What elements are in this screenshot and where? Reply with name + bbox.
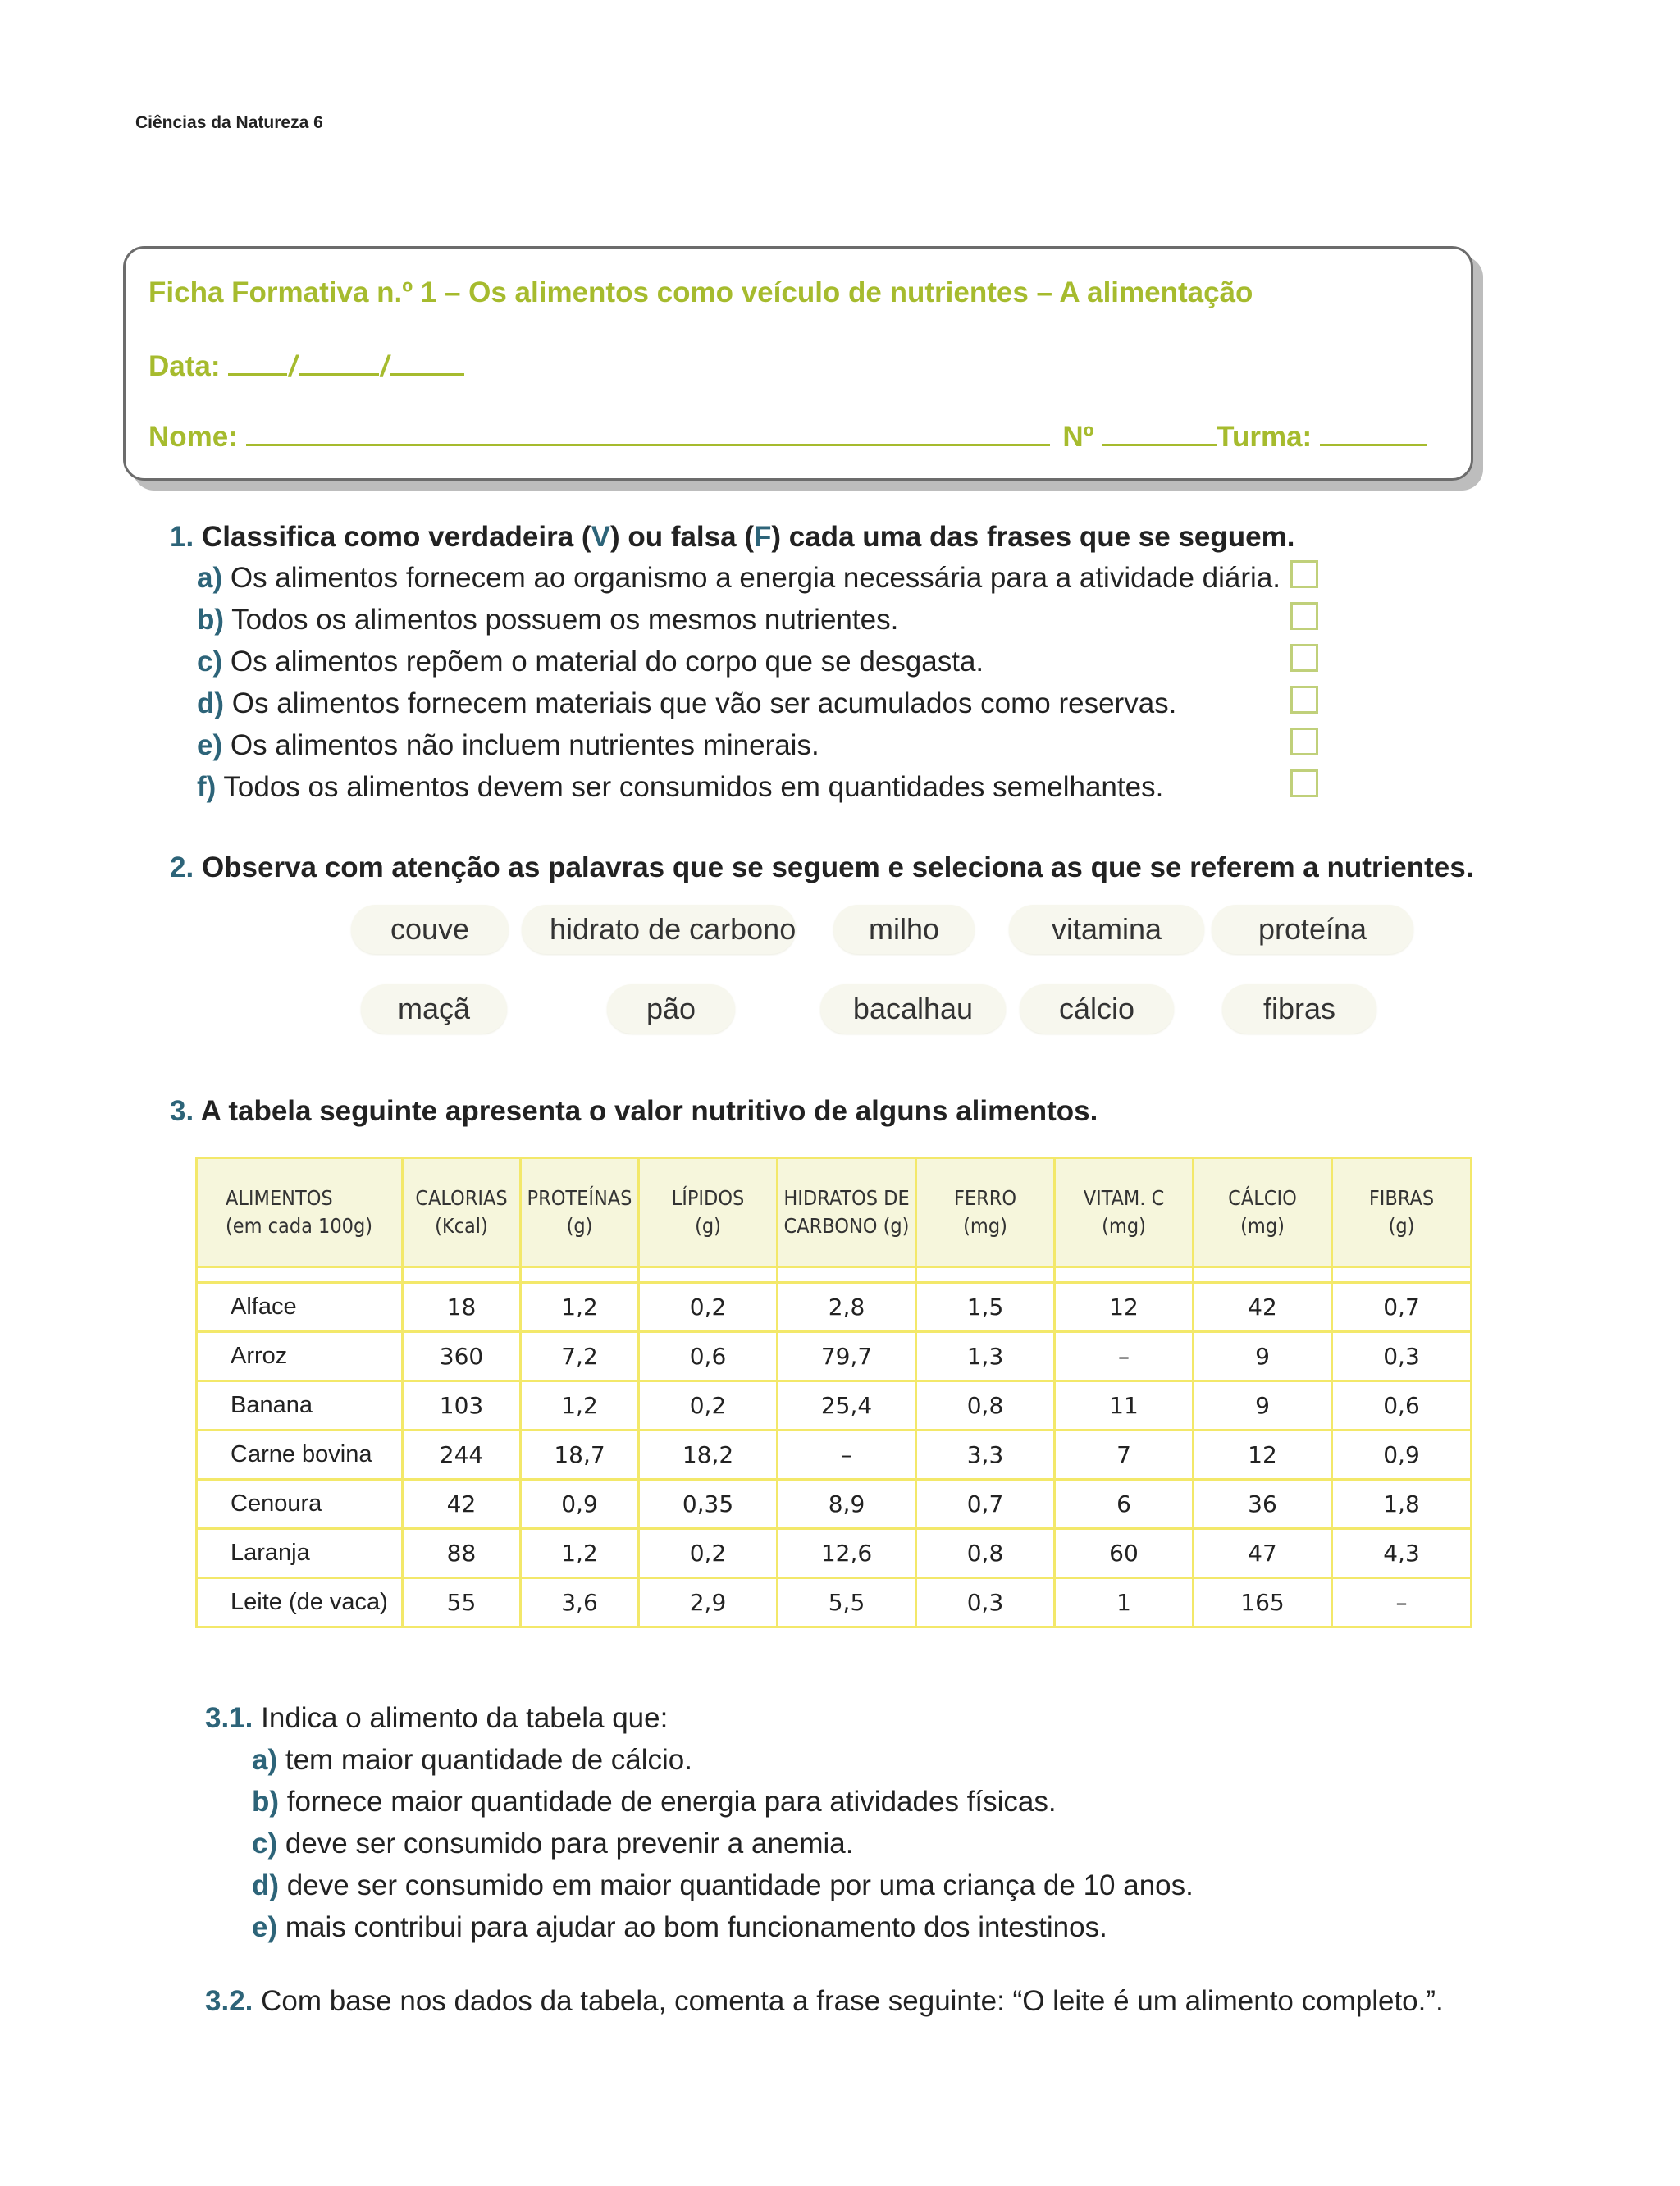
worksheet-title: Ficha Formativa n.º 1 – Os alimentos como veículo de nutrientes – A alimentação [148,276,1253,308]
q31-item-text: mais contribui para ajudar ao bom funcionamento dos intestinos. [285,1911,1107,1943]
col-header-line2: (g) [1388,1214,1415,1238]
value-cell: 36 [1194,1480,1332,1529]
q1-title [170,521,1294,554]
table-col-header [403,1158,521,1267]
table-col-header [1055,1158,1194,1267]
value-cell: 1,2 [521,1381,639,1431]
table-row [197,1381,1472,1431]
value-cell: 47 [1194,1529,1332,1578]
col-header-line2: CARBONO (g) [783,1214,910,1238]
q1-checkbox-d[interactable] [1290,686,1318,714]
table-header-row [197,1158,1472,1267]
q1-checkbox-c[interactable] [1290,644,1318,672]
table-col-header [778,1158,916,1267]
q31-item-text: deve ser consumido em maior quantidade por uma criança de 10 anos. [286,1869,1194,1901]
value-cell: 25,4 [778,1381,916,1431]
table-col-header [197,1158,403,1267]
food-name-cell: Cenoura [197,1480,403,1529]
q1-checkbox-b[interactable] [1290,602,1318,630]
q32 [205,1985,1444,2018]
q1-item-c [197,646,984,678]
food-name-cell: Alface [197,1283,403,1332]
q31-text: Indica o alimento da tabela que: [261,1702,669,1734]
value-cell: 0,8 [916,1529,1055,1578]
value-cell: 0,8 [916,1381,1055,1431]
col-header-line2: (Kcal) [435,1214,488,1238]
col-header-line1: CALORIAS [415,1186,508,1210]
value-cell: 4,3 [1332,1529,1472,1578]
value-cell: 0,7 [1332,1283,1472,1332]
q2-number: 2. [170,851,194,883]
q31-item-e [252,1911,1107,1944]
value-cell: 1,2 [521,1283,639,1332]
table-col-header [521,1158,639,1267]
q31-item-c [252,1828,853,1860]
value-cell: 0,6 [639,1332,778,1381]
value-cell: – [1332,1578,1472,1627]
value-cell: 79,7 [778,1332,916,1381]
q3-text: A tabela seguinte apresenta o valor nutritivo de alguns alimentos. [200,1095,1098,1127]
table-body [197,1267,1472,1627]
table-row [197,1529,1472,1578]
q31-item-letter: c) [252,1828,278,1860]
value-cell: 103 [403,1381,521,1431]
date-label: Data: [148,350,221,382]
value-cell: 18,2 [639,1431,778,1480]
col-header-line2: (em cada 100g) [226,1214,373,1238]
table-row [197,1283,1472,1332]
date-row [148,347,464,383]
q1-checkbox-f[interactable] [1290,769,1318,797]
q31-item-b [252,1786,1057,1819]
value-cell: 12 [1055,1283,1194,1332]
value-cell: 8,9 [778,1480,916,1529]
value-cell: 3,3 [916,1431,1055,1480]
word-chip[interactable]: fibras [1222,984,1376,1034]
q1-text-b: ) ou falsa ( [609,521,754,553]
word-chip[interactable]: pão [607,984,735,1034]
q1-item-e [197,729,819,762]
value-cell: 9 [1194,1332,1332,1381]
col-header-line1: CÁLCIO [1228,1186,1297,1210]
q31-item-a [252,1744,692,1777]
q1-item-text: Os alimentos repõem o material do corpo que se desgasta. [230,646,984,678]
q2-title [170,851,1473,884]
col-header-line1: PROTEÍNAS [527,1186,632,1210]
q1-item-letter: e) [197,729,223,761]
q1-text-c: ) cada uma das frases que se seguem. [771,521,1295,553]
worksheet-title-box [123,246,1473,481]
food-name-cell: Leite (de vaca) [197,1578,403,1627]
table-row [197,1431,1472,1480]
value-cell: 88 [403,1529,521,1578]
value-cell: 12,6 [778,1529,916,1578]
col-header-line1: VITAM. C [1083,1186,1165,1210]
value-cell: 2,9 [639,1578,778,1627]
q1-item-a [197,562,1281,595]
word-chip[interactable]: maçã [361,984,507,1034]
value-cell: 7 [1055,1431,1194,1480]
table-spacer-row [197,1267,1472,1283]
nutrition-table [195,1157,1472,1628]
class-field[interactable] [1320,418,1427,446]
col-header-line1: HIDRATOS DE [783,1186,910,1210]
q1-item-text: Os alimentos não incluem nutrientes minerais. [230,729,819,761]
value-cell: 18,7 [521,1431,639,1480]
q2-text: Observa com atenção as palavras que se seguem e seleciona as que se referem a nutrientes. [201,851,1474,883]
col-header-line2: (g) [566,1214,593,1238]
col-header-line2: (mg) [1240,1214,1285,1238]
table-col-header [916,1158,1055,1267]
q1-f: F [753,521,772,553]
q1-item-f [197,771,1163,804]
q1-item-text: Os alimentos fornecem materiais que vão ser acumulados como reservas. [231,687,1177,719]
value-cell: 244 [403,1431,521,1480]
book-header: Ciências da Natureza 6 [135,113,323,132]
q31-title [205,1702,668,1735]
value-cell: 42 [1194,1283,1332,1332]
q1-item-text: Os alimentos fornecem ao organismo a energia necessária para a atividade diária. [230,562,1281,594]
value-cell: 1 [1055,1578,1194,1627]
food-name-cell: Laranja [197,1529,403,1578]
value-cell: 42 [403,1480,521,1529]
value-cell: 0,2 [639,1381,778,1431]
value-cell: 0,9 [1332,1431,1472,1480]
col-header-line1: LÍPIDOS [671,1186,745,1210]
value-cell: 5,5 [778,1578,916,1627]
word-chip[interactable]: hidrato de carbono [522,905,796,954]
q1-item-letter: a) [197,562,223,594]
q31-item-letter: e) [252,1911,278,1943]
value-cell: 0,6 [1332,1381,1472,1431]
value-cell: 60 [1055,1529,1194,1578]
col-header-line2: (mg) [1102,1214,1146,1238]
value-cell: 165 [1194,1578,1332,1627]
word-chip[interactable]: proteína [1212,905,1413,954]
value-cell: 1,3 [916,1332,1055,1381]
table-col-header [639,1158,778,1267]
table-row [197,1480,1472,1529]
value-cell: 0,7 [916,1480,1055,1529]
q1-number: 1. [170,521,194,553]
value-cell: 11 [1055,1381,1194,1431]
value-cell: 0,2 [639,1283,778,1332]
word-chip[interactable]: vitamina [1009,905,1204,954]
q31-item-text: fornece maior quantidade de energia para atividades físicas. [286,1786,1057,1818]
q1-checkbox-e[interactable] [1290,728,1318,755]
word-chip[interactable]: milho [833,905,975,954]
col-header-line1: ALIMENTOS [226,1186,333,1210]
value-cell: 12 [1194,1431,1332,1480]
value-cell: 0,9 [521,1480,639,1529]
q1-item-text: Todos os alimentos possuem os mesmos nutrientes. [231,604,899,636]
number-field[interactable] [1102,418,1217,446]
food-name-cell: Carne bovina [197,1431,403,1480]
value-cell: 0,2 [639,1529,778,1578]
col-header-line2: (mg) [963,1214,1007,1238]
q1-text-a: Classifica como verdadeira ( [201,521,591,553]
q31-item-letter: d) [252,1869,280,1901]
value-cell: 6 [1055,1480,1194,1529]
value-cell: 7,2 [521,1332,639,1381]
value-cell: – [778,1431,916,1480]
q31-item-letter: a) [252,1744,278,1776]
table-col-header [1332,1158,1472,1267]
q3-title [170,1095,1098,1128]
q32-number: 3.2. [205,1985,253,2017]
q31-item-letter: b) [252,1786,280,1818]
date-field[interactable]: / / [228,350,463,382]
q1-item-letter: c) [197,646,223,678]
q31-item-d [252,1869,1194,1902]
col-header-line1: FERRO [953,1186,1017,1210]
value-cell: 2,8 [778,1283,916,1332]
word-chip[interactable]: bacalhau [820,984,1006,1034]
nutrition-table-wrap [195,1157,1472,1628]
value-cell: – [1055,1332,1194,1381]
q1-item-letter: d) [197,687,225,719]
class-label: Turma: [1217,421,1312,453]
col-header-line1: FIBRAS [1368,1186,1435,1210]
q1-item-text: Todos os alimentos devem ser consumidos em quantidades semelhantes. [223,771,1164,803]
value-cell: 0,35 [639,1480,778,1529]
value-cell: 3,6 [521,1578,639,1627]
table-row [197,1332,1472,1381]
value-cell: 0,3 [1332,1332,1472,1381]
name-label: Nome: [148,421,238,453]
name-field[interactable] [246,418,1050,446]
table-col-header [1194,1158,1332,1267]
value-cell: 55 [403,1578,521,1627]
q1-item-letter: f) [197,771,217,803]
value-cell: 1,8 [1332,1480,1472,1529]
word-chip[interactable]: cálcio [1020,984,1174,1034]
q31-item-text: deve ser consumido para prevenir a anemia. [285,1828,854,1860]
value-cell: 360 [403,1332,521,1381]
value-cell: 1,5 [916,1283,1055,1332]
q31-item-text: tem maior quantidade de cálcio. [285,1744,692,1776]
value-cell: 1,2 [521,1529,639,1578]
value-cell: 0,3 [916,1578,1055,1627]
word-chip[interactable]: couve [351,905,509,954]
number-label: Nº [1062,421,1094,453]
q31-number: 3.1. [205,1702,253,1734]
food-name-cell: Banana [197,1381,403,1431]
name-row [148,418,1427,454]
col-header-line2: (g) [695,1214,721,1238]
q1-checkbox-a[interactable] [1290,560,1318,588]
q1-item-d [197,687,1176,720]
table-row [197,1578,1472,1627]
q1-v: V [591,521,610,553]
value-cell: 9 [1194,1381,1332,1431]
q1-item-letter: b) [197,604,225,636]
q1-item-b [197,604,898,637]
food-name-cell: Arroz [197,1332,403,1381]
q3-number: 3. [170,1095,194,1127]
q32-text: Com base nos dados da tabela, comenta a frase seguinte: “O leite é um alimento completo.”. [261,1985,1444,2017]
value-cell: 18 [403,1283,521,1332]
